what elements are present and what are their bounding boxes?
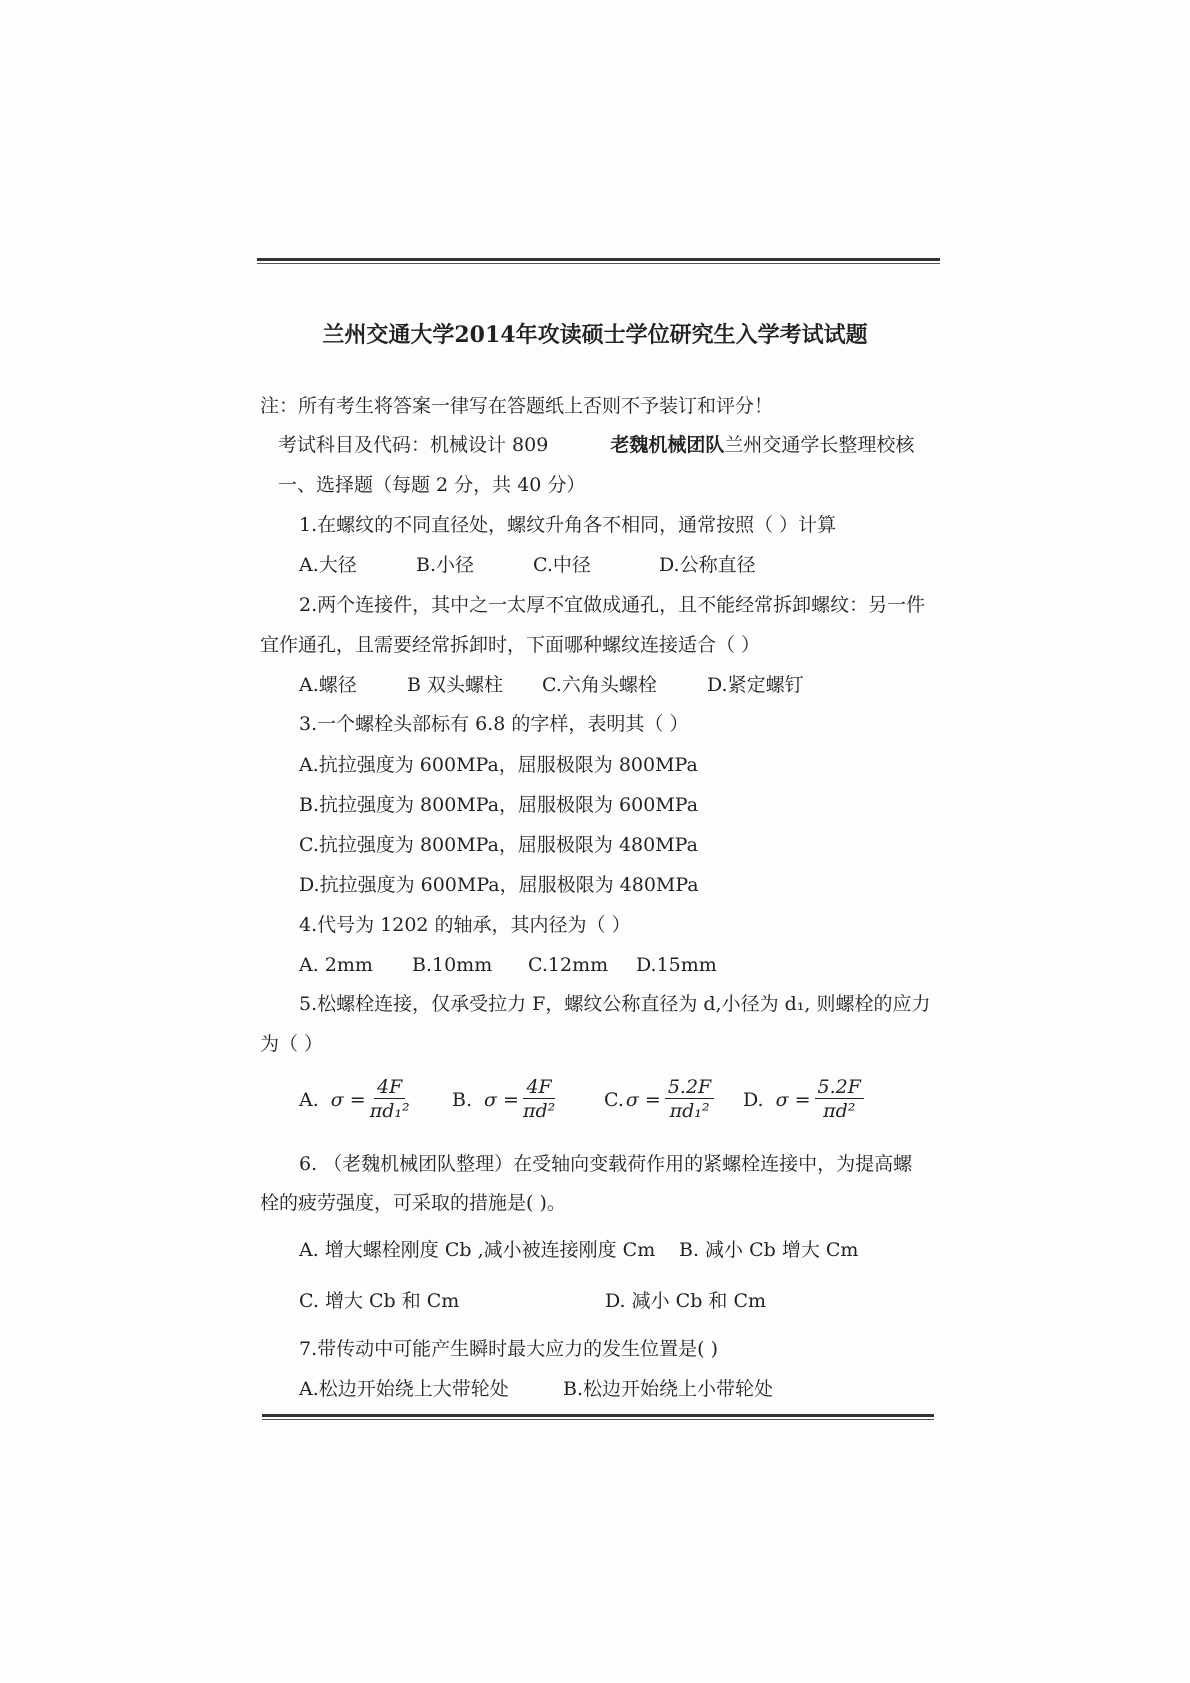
q2-text-cont: 宜作通孔，且需要经常拆卸时，下面哪种螺纹连接适合（ ） xyxy=(260,634,761,656)
option: C. 增大 Cb 和 Cm xyxy=(299,1290,460,1312)
option: B.小径 xyxy=(416,554,475,576)
option: D. 减小 Cb 和 Cm xyxy=(605,1290,767,1312)
option: B.抗拉强度为 800MPa，屈服极限为 600MPa xyxy=(299,794,699,816)
option-label: D. xyxy=(743,1088,764,1111)
sigma: σ = xyxy=(330,1088,366,1111)
q5-options xyxy=(299,1076,864,1123)
team: 老魏机械团队 xyxy=(610,434,725,456)
denominator: πd₁² xyxy=(669,1100,710,1122)
q5-text: 5.松螺栓连接，仅承受拉力 F，螺纹公称直径为 d,小径为 d₁, 则螺栓的应力 xyxy=(299,993,931,1015)
option: C.中径 xyxy=(533,554,591,576)
numerator: 4F xyxy=(523,1076,554,1099)
q6-text-cont: 栓的疲劳强度，可采取的措施是( )。 xyxy=(260,1192,566,1214)
page-title: 兰州交通大学2014年攻读硕士学位研究生入学考试试题 xyxy=(322,322,868,348)
q3-text: 3.一个螺栓头部标有 6.8 的字样，表明其（ ） xyxy=(299,713,689,735)
denominator: πd₁² xyxy=(369,1100,410,1122)
q2-text: 2.两个连接件，其中之一太厚不宜做成通孔，且不能经常拆卸螺纹：另一件 xyxy=(299,594,926,616)
team-suffix: 兰州交通学长整理校核 xyxy=(724,434,915,456)
option: C.抗拉强度为 800MPa，屈服极限为 480MPa xyxy=(299,834,698,856)
option: C.12mm xyxy=(528,954,609,976)
q6-options-row2 xyxy=(299,1289,766,1313)
option: D.紧定螺钉 xyxy=(707,674,804,696)
denominator: πd² xyxy=(823,1100,856,1122)
denominator: πd² xyxy=(522,1100,556,1122)
subject-line xyxy=(278,433,914,457)
option: B.松边开始绕上小带轮处 xyxy=(563,1378,774,1400)
section-heading: 一、选择题（每题 2 分，共 40 分） xyxy=(278,474,586,496)
option: A. 2mm xyxy=(299,954,373,976)
numerator: 5.2F xyxy=(815,1076,864,1099)
sigma: σ = xyxy=(625,1088,661,1111)
option: A.抗拉强度为 600MPa，屈服极限为 800MPa xyxy=(299,754,698,776)
option: A. 增大螺栓刚度 Cb ,减小被连接刚度 Cm xyxy=(299,1239,656,1261)
q1-text: 1.在螺纹的不同直径处，螺纹升角各不相同，通常按照（ ）计算 xyxy=(299,514,837,536)
top-rule xyxy=(257,258,940,264)
sigma: σ = xyxy=(775,1088,811,1111)
q5-text-cont: 为（ ） xyxy=(260,1033,324,1055)
formula-option xyxy=(299,1076,452,1123)
q7-options xyxy=(299,1377,773,1401)
numerator: 5.2F xyxy=(665,1076,714,1099)
option: C.六角头螺栓 xyxy=(542,674,657,696)
option: D.公称直径 xyxy=(659,554,756,576)
bottom-rule xyxy=(262,1414,934,1420)
q6-text: 6. （老魏机械团队整理）在受轴向变载荷作用的紧螺栓连接中，为提高螺 xyxy=(299,1153,913,1175)
option-label: A. xyxy=(299,1088,319,1111)
option-label: B. xyxy=(452,1088,473,1111)
option: B.10mm xyxy=(412,954,493,976)
formula-option xyxy=(604,1076,743,1123)
option: B 双头螺柱 xyxy=(407,674,504,696)
option: B. 减小 Cb 增大 Cm xyxy=(679,1239,859,1261)
option: A.松边开始绕上大带轮处 xyxy=(299,1378,509,1400)
q6-options-row1 xyxy=(299,1238,858,1262)
q2-options xyxy=(299,673,804,697)
q7-text: 7.带传动中可能产生瞬时最大应力的发生位置是( ) xyxy=(299,1338,718,1360)
subject: 考试科目及代码：机械设计 809 xyxy=(278,434,549,456)
option: A.大径 xyxy=(299,554,357,576)
formula-option xyxy=(743,1076,864,1123)
q1-options xyxy=(299,553,756,577)
numerator: 4F xyxy=(374,1076,405,1099)
option-label: C. xyxy=(604,1088,624,1111)
q4-options xyxy=(299,953,717,977)
formula-option xyxy=(452,1076,604,1123)
sigma: σ = xyxy=(484,1088,519,1111)
option: D.15mm xyxy=(636,954,717,976)
option: D.抗拉强度为 600MPa，屈服极限为 480MPa xyxy=(299,874,699,896)
q4-text: 4.代号为 1202 的轴承，其内径为（ ） xyxy=(299,914,631,936)
note: 注：所有考生将答案一律写在答题纸上否则不予装订和评分！ xyxy=(260,395,774,417)
option: A.螺径 xyxy=(299,674,357,696)
